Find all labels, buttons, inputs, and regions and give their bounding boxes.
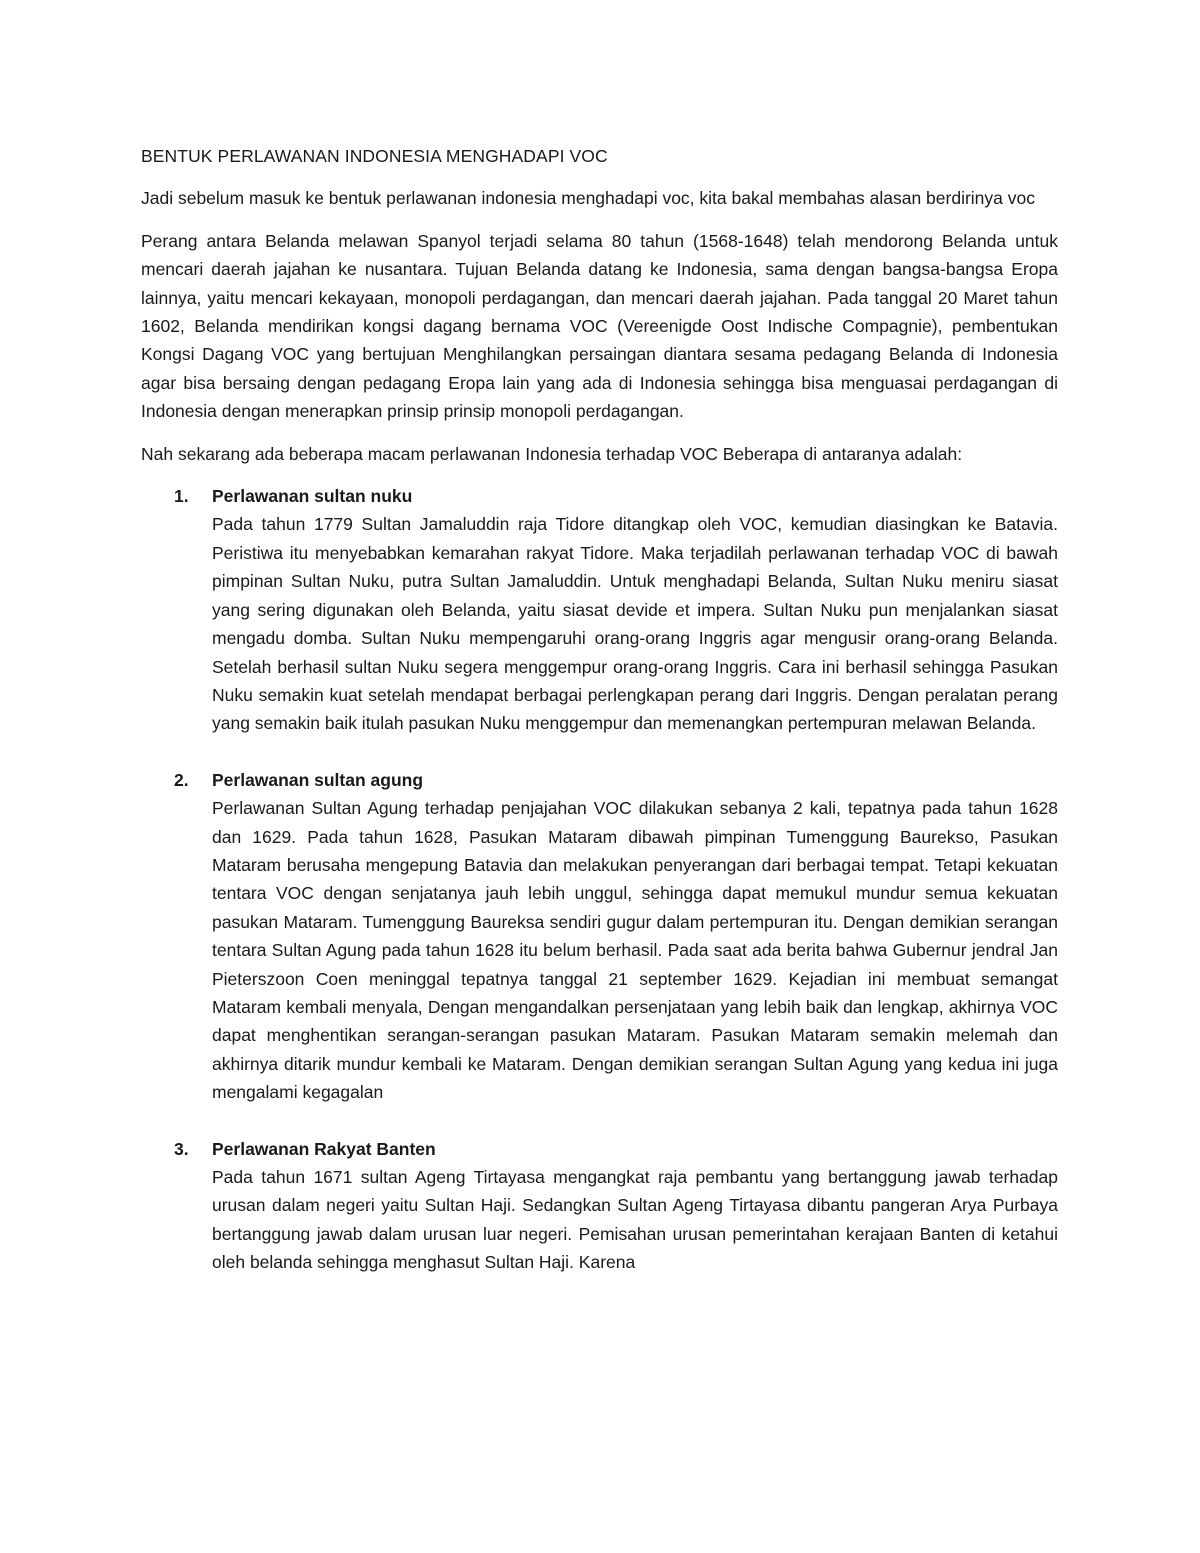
section-body: Pada tahun 1779 Sultan Jamaluddin raja Tidore ditangkap oleh VOC, kemudian diasingkan ke Batavia. Peristiwa itu menyebabkan kemarahan rakyat Tidore. Maka terjadilah perlawanan terhadap VOC di bawah pimpinan Sultan Nuku, putra Sultan Jamaluddin. Untuk menghadapi Belanda, Sultan Nuku meniru siasat yang sering digunakan oleh Belanda, yaitu siasat devide et impera. Sultan Nuku pun menjalankan siasat mengadu domba. Sultan Nuku mempengaruhi orang-orang Inggris agar mengusir orang-orang Belanda. Setelah berhasil sultan Nuku segera menggempur orang-orang Inggris. Cara ini berhasil sehingga Pasukan Nuku semakin kuat setelah mendapat berbagai perlengkapan perang dari Inggris. Dengan peralatan perang yang semakin baik itulah pasukan Nuku menggempur dan memenangkan pertempuran melawan Belanda. <box>212 514 1058 734</box>
section-heading: Perlawanan sultan nuku <box>212 486 413 507</box>
document-body <box>141 142 1058 1277</box>
background-paragraph: Perang antara Belanda melawan Spanyol terjadi selama 80 tahun (1568-1648) telah mendorong Belanda untuk mencari daerah jajahan ke nusantara. Tujuan Belanda datang ke Indonesia, sama dengan bangsa-bangsa Eropa lainnya, yaitu mencari kekayaan, monopoli perdagangan, dan mencari daerah jajahan. Pada tanggal 20 Maret tahun 1602, Belanda mendirikan kongsi dagang bernama VOC (Vereenigde Oost Indische Compagnie), pembentukan Kongsi Dagang VOC yang bertujuan Menghilangkan persaingan diantara sesama pedagang Belanda di Indonesia agar bisa bersaing dengan pedagang Eropa lain yang ada di Indonesia sehingga bisa menguasai perdagangan di Indonesia dengan menerapkan prinsip prinsip monopoli perdagangan. <box>141 230 1058 422</box>
intro-paragraph: Jadi sebelum masuk ke bentuk perlawanan indonesia menghadapi voc, kita bakal membahas alasan berdirinya voc <box>141 188 1035 209</box>
list-item-sultan-nuku <box>141 482 1058 738</box>
section-body: Perlawanan Sultan Agung terhadap penjajahan VOC dilakukan sebanya 2 kali, tepatnya pada tahun 1628 dan 1629. Pada tahun 1628, Pasukan Mataram dibawah pimpinan Tumenggung Baurekso, Pasukan Mataram berusaha mengepung Batavia dan melakukan penyerangan dari berbagai tempat. Tetapi kekuatan tentara VOC dengan senjatanya jauh lebih unggul, sehingga dapat memukul mundur semua kekuatan pasukan Mataram. Tumenggung Baureksa sendiri gugur dalam pertempuran itu. Dengan demikian serangan tentara Sultan Agung pada tahun 1628 itu belum berhasil. Pada saat ada berita bahwa Gubernur jendral Jan Pieterszoon Coen meninggal tepatnya tanggal 21 september 1629. Kejadian ini membuat semangat Mataram kembali menyala, Dengan mengandalkan persenjataan yang lebih baik dan lengkap, akhirnya VOC dapat menghentikan serangan-serangan pasukan Mataram. Pasukan Mataram semakin melemah dan akhirnya ditarik mundur kembali ke Mataram. Dengan demikian serangan Sultan Agung yang kedua ini juga mengalami kegagalan <box>212 798 1058 1103</box>
list-intro-paragraph: Nah sekarang ada beberapa macam perlawanan Indonesia terhadap VOC Beberapa di antaranya adalah: <box>141 443 963 464</box>
resistance-list <box>141 482 1058 1277</box>
list-item-number: 3. <box>174 1138 189 1159</box>
list-item-number: 1. <box>174 486 189 507</box>
section-heading: Perlawanan Rakyat Banten <box>212 1138 436 1159</box>
list-item-rakyat-banten <box>141 1135 1058 1277</box>
list-item-number: 2. <box>174 769 189 790</box>
section-body: Pada tahun 1671 sultan Ageng Tirtayasa mengangkat raja pembantu yang bertanggung jawab terhadap urusan dalam negeri yaitu Sultan Haji. Sedangkan Sultan Ageng Tirtayasa dibantu pangeran Arya Purbaya bertanggung jawab dalam urusan luar negeri. Pemisahan urusan pemerintahan kerajaan Banten di ketahui oleh belanda sehingga menghasut Sultan Haji. Karena <box>212 1167 1058 1273</box>
document-title: BENTUK PERLAWANAN INDONESIA MENGHADAPI VOC <box>141 146 608 166</box>
list-item-sultan-agung <box>141 766 1058 1107</box>
section-heading: Perlawanan sultan agung <box>212 769 424 790</box>
